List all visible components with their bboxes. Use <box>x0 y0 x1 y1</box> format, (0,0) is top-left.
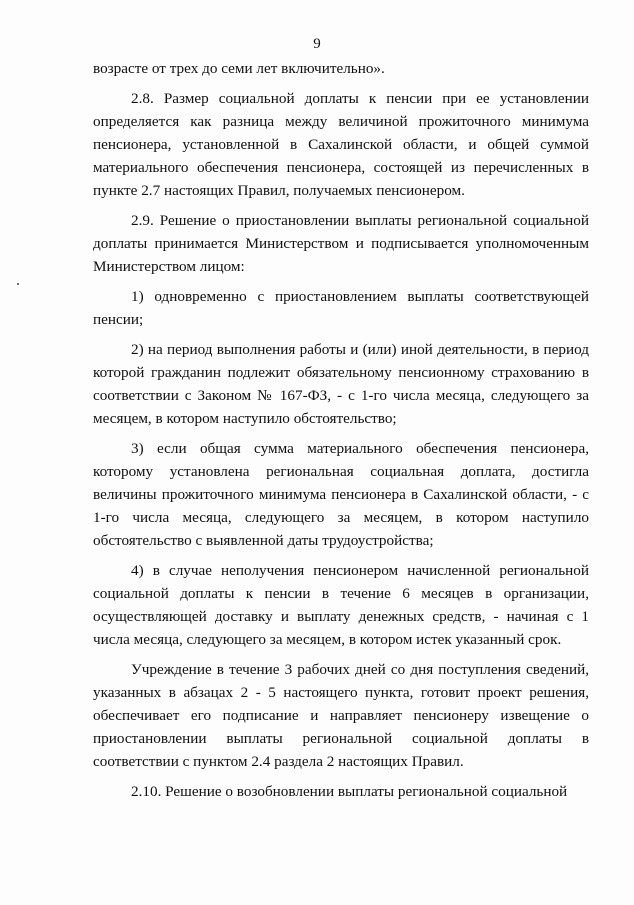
paragraph-institution: Учреждение в течение 3 рабочих дней со дня поступления сведений, указанных в абзацах 2 - 5 настоящего пункта, готовит проект решения, обеспечивает его подписание и направляет пенсионеру извещение о приостановлении выплаты региональной социальной доплаты в соответствии с пунктом 2.4 раздела 2 настоящих Правил. <box>93 661 589 770</box>
list-item-3: 3) если общая сумма материального обеспечения пенсионера, которому установлена региональная социальная доплата, достигла величины прожиточного минимума пенсионера в Сахалинской области, - с 1-го числа месяца, следующего за месяцем, в котором наступило обстоятельство с выявленной даты трудоустройства; <box>93 440 589 549</box>
page-number: 9 <box>313 36 321 52</box>
paragraph-2-8: 2.8. Размер социальной доплаты к пенсии при ее установлении определяется как разница между величиной прожиточного минимума пенсионера, установленной в Сахалинской области, и общей суммой материального обеспечения пенсионера, состоящей из перечисленных в пункте 2.7 настоящих Правил, получаемых пенсионером. <box>93 90 589 199</box>
paragraph-2-10: 2.10. Решение о возобновлении выплаты региональной социальной <box>131 783 568 800</box>
paragraph-2-9: 2.9. Решение о приостановлении выплаты региональной социальной доплаты принимается Министерством и подписывается уполномоченным Министерством лицом: <box>93 212 589 275</box>
paragraph-continuation: возрасте от трех до семи лет включительно». <box>93 60 385 77</box>
list-item-2: 2) на период выполнения работы и (или) иной деятельности, в период которой гражданин подлежит обязательному пенсионному страхованию в соответствии с Законом № 167-ФЗ, - с 1-го числа месяца, следующего за месяцем, в котором наступило обстоятельство; <box>93 341 589 427</box>
scan-speck <box>17 283 19 285</box>
list-item-4: 4) в случае неполучения пенсионером начисленной региональной социальной доплаты к пенсии в течение 6 месяцев в организации, осуществляющей доставку и выплату денежных средств, - начиная с 1 числа месяца, следующего за месяцем, в котором истек указанный срок. <box>93 562 589 648</box>
document-body <box>93 57 589 810</box>
list-item-1: 1) одновременно с приостановлением выплаты соответствующей пенсии; <box>93 288 589 328</box>
